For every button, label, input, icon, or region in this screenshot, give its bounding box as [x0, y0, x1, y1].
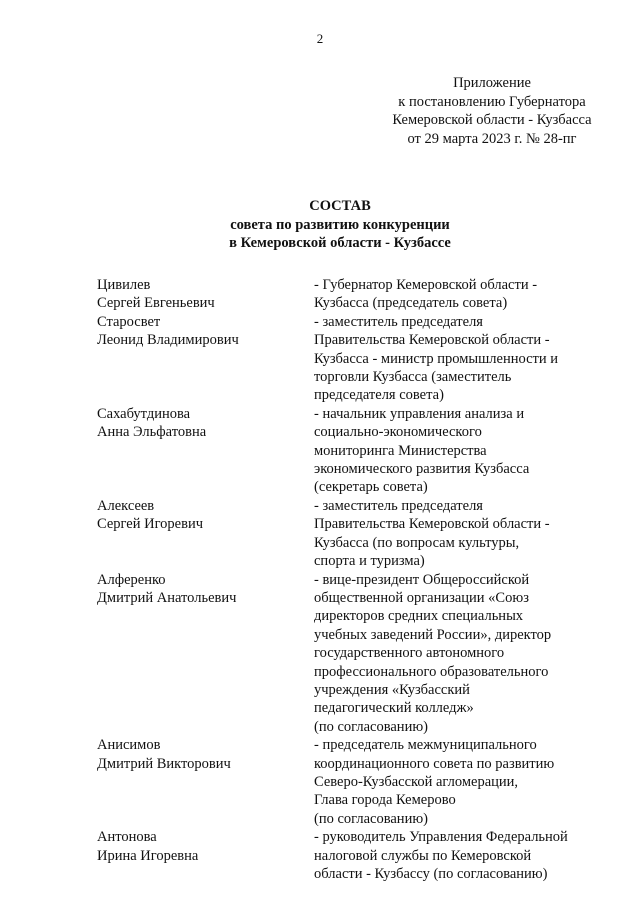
member-role-line: - Губернатор Кемеровской области - — [314, 277, 538, 293]
member-name — [97, 405, 314, 497]
member-role-line: (по согласованию) — [314, 718, 428, 735]
member-surname: Алференко — [97, 571, 166, 588]
member-role-line: спорта и туризма) — [314, 553, 425, 570]
appendix-line: Кемеровской области - Кузбасса — [392, 112, 592, 128]
member-role-line: - заместитель председателя — [314, 313, 483, 330]
member-name — [97, 736, 314, 828]
member-given: Ирина Игоревна — [97, 847, 199, 864]
member-given: Дмитрий Анатольевич — [97, 589, 237, 606]
member-surname: Цивилев — [97, 277, 151, 293]
member-role-line: - руководитель Управления Федеральной — [314, 829, 568, 846]
page-number: 2 — [316, 31, 324, 46]
member-name — [97, 828, 314, 883]
member-row — [97, 497, 617, 571]
member-role-line: профессионального образовательного — [314, 663, 549, 680]
member-role-line: Северо-Кузбасской агломерации, — [314, 773, 519, 790]
appendix-line: к постановлению Губернатора — [398, 93, 586, 110]
member-role-line: (по согласованию) — [314, 810, 428, 827]
member-role-line: Правительства Кемеровской области - — [314, 332, 550, 349]
member-role-line: - председатель межмуниципального — [314, 737, 537, 754]
member-given: Дмитрий Викторович — [97, 755, 231, 772]
member-row — [97, 405, 617, 497]
member-role-line: учреждения «Кузбасский — [314, 681, 470, 698]
member-role-line: координационного совета по развитию — [314, 755, 555, 772]
member-role-line: Глава города Кемерово — [314, 792, 456, 809]
member-role-line: области - Кузбассу (по согласованию) — [314, 866, 548, 882]
member-role-line: Кузбасса (председатель совета) — [314, 295, 508, 312]
member-role-line: экономического развития Кузбасса — [314, 461, 530, 478]
member-role-line: директоров средних специальных — [314, 608, 524, 625]
document-title — [0, 197, 640, 253]
title-line: в Кемеровской области - Кузбассе — [229, 235, 451, 251]
appendix-header — [360, 74, 624, 148]
member-row — [97, 276, 617, 313]
member-name — [97, 313, 314, 405]
member-role-line: Правительства Кемеровской области - — [314, 516, 550, 533]
member-surname: Анисимов — [97, 737, 161, 754]
member-surname: Алексеев — [97, 497, 155, 514]
title-line: совета по развитию конкуренции — [230, 216, 450, 233]
member-role-line: - начальник управления анализа и — [314, 405, 525, 422]
member-given: Сергей Игоревич — [97, 516, 204, 533]
member-surname: Старосвет — [97, 313, 161, 330]
member-role-line: - заместитель председателя — [314, 497, 483, 514]
member-role-line: торговли Кузбасса (заместитель — [314, 369, 512, 386]
member-role — [314, 571, 617, 737]
appendix-line: Приложение — [453, 75, 531, 91]
member-role-line: учебных заведений России», директор — [314, 626, 552, 643]
member-role-line: общественной организации «Союз — [314, 589, 529, 606]
member-given: Анна Эльфатовна — [97, 424, 207, 441]
member-role — [314, 497, 617, 571]
appendix-line: от 29 марта 2023 г. № 28-пг — [407, 130, 577, 147]
members-list — [97, 276, 617, 883]
member-role-line: (секретарь совета) — [314, 479, 428, 496]
member-surname: Антонова — [97, 829, 157, 846]
member-role-line: Кузбасса (по вопросам культуры, — [314, 534, 520, 551]
member-surname: Сахабутдинова — [97, 405, 191, 422]
member-role — [314, 405, 617, 497]
member-role — [314, 828, 617, 883]
member-role — [314, 276, 617, 313]
member-row — [97, 313, 617, 405]
member-name — [97, 497, 314, 571]
member-role — [314, 736, 617, 828]
member-given: Сергей Евгеньевич — [97, 295, 215, 312]
member-role-line: социально-экономического — [314, 424, 482, 441]
member-role-line: налоговой службы по Кемеровской — [314, 847, 532, 864]
member-row — [97, 571, 617, 737]
member-role-line: председателя совета) — [314, 387, 444, 404]
member-role-line: государственного автономного — [314, 645, 505, 662]
member-given: Леонид Владимирович — [97, 332, 239, 349]
title-heading: СОСТАВ — [309, 198, 371, 214]
member-name — [97, 571, 314, 737]
member-role — [314, 313, 617, 405]
member-role-line: Кузбасса - министр промышленности и — [314, 350, 559, 367]
member-name — [97, 276, 314, 313]
member-role-line: - вице-президент Общероссийской — [314, 571, 530, 588]
member-row — [97, 828, 617, 883]
member-row — [97, 736, 617, 828]
member-role-line: мониторинга Министерства — [314, 442, 487, 459]
member-role-line: педагогический колледж» — [314, 700, 474, 717]
